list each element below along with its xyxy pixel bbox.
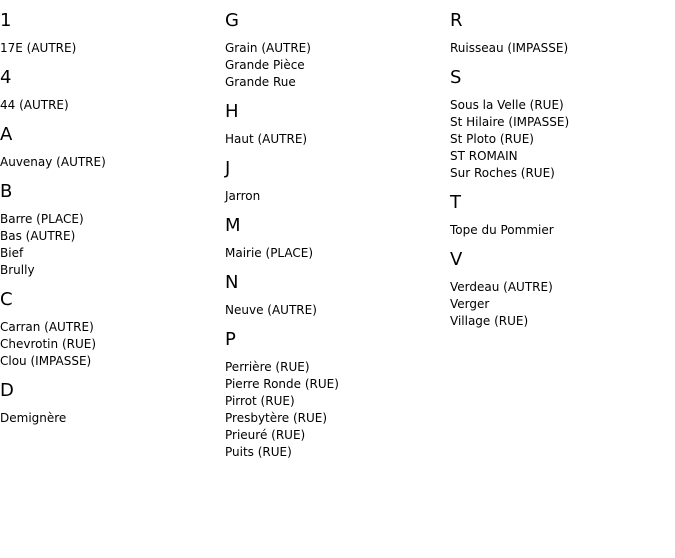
letter-section	[225, 10, 339, 91]
street-item[interactable]: Grain (AUTRE)	[225, 41, 311, 55]
street-item[interactable]: Perrière (RUE)	[225, 360, 310, 374]
section-letter-heading: N	[225, 272, 239, 293]
street-item[interactable]: Tope du Pommier	[450, 223, 554, 237]
street-item[interactable]: Village (RUE)	[450, 314, 529, 328]
letter-section	[225, 215, 339, 262]
street-item[interactable]: Carran (AUTRE)	[0, 320, 94, 334]
street-item[interactable]: 44 (AUTRE)	[0, 98, 69, 112]
index-column-2	[225, 0, 339, 461]
street-item[interactable]: Presbytère (RUE)	[225, 411, 328, 425]
street-item[interactable]: Brully	[0, 263, 35, 277]
letter-section	[450, 249, 569, 330]
street-item[interactable]: Grande Pièce	[225, 58, 305, 72]
street-item[interactable]: Pirrot (RUE)	[225, 394, 295, 408]
street-item[interactable]: Ruisseau (IMPASSE)	[450, 41, 569, 55]
street-item[interactable]: Pierre Ronde (RUE)	[225, 377, 339, 391]
street-item[interactable]: Chevrotin (RUE)	[0, 337, 97, 351]
section-letter-heading: 1	[0, 10, 12, 31]
street-item[interactable]: Demignère	[0, 411, 67, 425]
letter-section	[450, 10, 569, 57]
street-list	[0, 40, 106, 57]
index-column-3	[450, 0, 569, 330]
street-item[interactable]: Mairie (PLACE)	[225, 246, 314, 260]
street-item[interactable]: 17E (AUTRE)	[0, 41, 77, 55]
street-list	[450, 97, 569, 182]
street-item[interactable]: ST ROMAIN	[450, 149, 518, 163]
letter-section	[450, 192, 569, 239]
street-item[interactable]: St Ploto (RUE)	[450, 132, 534, 146]
section-letter-heading: H	[225, 101, 239, 122]
street-list	[225, 359, 339, 461]
street-item[interactable]: Haut (AUTRE)	[225, 132, 308, 146]
section-letter-heading: 4	[0, 67, 12, 88]
letter-section	[0, 67, 106, 114]
section-letter-heading: T	[450, 192, 461, 213]
letter-section	[450, 67, 569, 182]
letter-section	[225, 329, 339, 461]
street-list	[225, 40, 339, 91]
section-letter-heading: R	[450, 10, 463, 31]
street-item[interactable]: Bas (AUTRE)	[0, 229, 76, 243]
street-list	[0, 319, 106, 370]
street-item[interactable]: Verdeau (AUTRE)	[450, 280, 553, 294]
street-item[interactable]: Sous la Velle (RUE)	[450, 98, 564, 112]
street-list	[225, 302, 339, 319]
letter-section	[225, 101, 339, 148]
street-list	[225, 245, 339, 262]
street-item[interactable]: Bief	[0, 246, 24, 260]
letter-section	[0, 181, 106, 279]
letter-section	[0, 124, 106, 171]
street-list	[450, 222, 569, 239]
street-list	[0, 410, 106, 427]
section-letter-heading: D	[0, 380, 14, 401]
street-item[interactable]: Prieuré (RUE)	[225, 428, 306, 442]
section-letter-heading: P	[225, 329, 236, 350]
street-list	[450, 40, 569, 57]
section-letter-heading: M	[225, 215, 241, 236]
street-item[interactable]: Puits (RUE)	[225, 445, 292, 459]
section-letter-heading: S	[450, 67, 462, 88]
street-list	[0, 211, 106, 279]
section-letter-heading: B	[0, 181, 13, 202]
letter-section	[0, 10, 106, 57]
section-letter-heading: C	[0, 289, 13, 310]
index-column-1	[0, 0, 106, 427]
letter-section	[0, 380, 106, 427]
letter-section	[0, 289, 106, 370]
letter-section	[225, 272, 339, 319]
street-list	[225, 188, 339, 205]
section-letter-heading: G	[225, 10, 239, 31]
street-item[interactable]: Auvenay (AUTRE)	[0, 155, 106, 169]
street-list	[450, 279, 569, 330]
street-item[interactable]: Grande Rue	[225, 75, 296, 89]
section-letter-heading: A	[0, 124, 13, 145]
street-item[interactable]: Sur Roches (RUE)	[450, 166, 555, 180]
letter-section	[225, 158, 339, 205]
street-list	[0, 154, 106, 171]
street-item[interactable]: St Hilaire (IMPASSE)	[450, 115, 570, 129]
street-item[interactable]: Verger	[450, 297, 490, 311]
section-letter-heading: V	[450, 249, 463, 270]
street-item[interactable]: Clou (IMPASSE)	[0, 354, 92, 368]
street-item[interactable]: Jarron	[225, 189, 261, 203]
section-letter-heading: J	[225, 158, 231, 179]
street-list	[0, 97, 106, 114]
street-item[interactable]: Neuve (AUTRE)	[225, 303, 317, 317]
street-item[interactable]: Barre (PLACE)	[0, 212, 84, 226]
street-list	[225, 131, 339, 148]
